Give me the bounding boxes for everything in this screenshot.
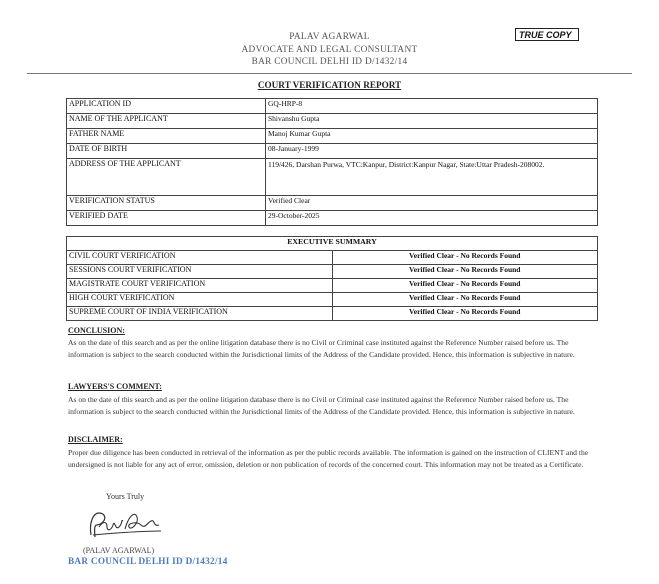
table-row xyxy=(67,159,598,196)
header-divider xyxy=(27,73,632,74)
table-row xyxy=(67,144,598,159)
yours-truly: Yours Truly xyxy=(106,492,145,501)
summary-court-status: Verified Clear - No Records Found xyxy=(332,307,598,321)
summary-court-label: MAGISTRATE COURT VERIFICATION xyxy=(67,279,333,293)
verified-date-value: 29-October-2025 xyxy=(266,211,598,226)
father-name-value: Manoj Kumar Gupta xyxy=(266,129,598,144)
verification-status-label: VERIFICATION STATUS xyxy=(67,196,266,211)
summary-court-label: HIGH COURT VERIFICATION xyxy=(67,293,333,307)
report-title: COURT VERIFICATION REPORT xyxy=(257,80,402,90)
table-row xyxy=(67,237,598,251)
signature-image xyxy=(85,505,165,543)
table-row xyxy=(67,211,598,226)
applicant-name-label: NAME OF THE APPLICANT xyxy=(67,114,266,129)
summary-court-status: Verified Clear - No Records Found xyxy=(332,293,598,307)
address-label: ADDRESS OF THE APPLICANT xyxy=(67,159,266,196)
advocate-designation: ADVOCATE AND LEGAL CONSULTANT xyxy=(241,44,418,55)
lawyers-comment-heading: LAWYERS'S COMMENT: xyxy=(68,382,162,391)
applicant-name-value: Shivanshu Gupta xyxy=(266,114,598,129)
conclusion-heading: CONCLUSION: xyxy=(68,326,125,335)
table-row xyxy=(67,114,598,129)
table-row xyxy=(67,129,598,144)
address-value: 119/426, Darshan Purwa, VTC:Kanpur, District:Kanpur Nagar, State:Uttar Pradesh-208002. xyxy=(266,159,598,196)
summary-court-status: Verified Clear - No Records Found xyxy=(332,251,598,265)
application-id-value: GQ-HRP-8 xyxy=(266,99,598,114)
signatory-name: (PALAV AGARWAL) xyxy=(83,546,155,555)
dob-label: DATE OF BIRTH xyxy=(67,144,266,159)
father-name-label: FATHER NAME xyxy=(67,129,266,144)
disclaimer-heading: DISCLAIMER: xyxy=(68,435,123,444)
signatory-bar-id: BAR COUNCIL DELHI ID D/1432/14 xyxy=(68,556,228,566)
table-row xyxy=(67,196,598,211)
summary-court-label: CIVIL COURT VERIFICATION xyxy=(67,251,333,265)
advocate-name: PALAV AGARWAL xyxy=(289,32,370,42)
application-id-label: APPLICATION ID xyxy=(67,99,266,114)
verification-status-value: Verified Clear xyxy=(266,196,598,211)
executive-summary-title: EXECUTIVE SUMMARY xyxy=(67,237,598,251)
table-row xyxy=(67,99,598,114)
table-row xyxy=(67,251,598,265)
applicant-details-table xyxy=(66,98,598,226)
table-row xyxy=(67,279,598,293)
advocate-bar-id: BAR COUNCIL DELHI ID D/1432/14 xyxy=(251,57,408,67)
conclusion-text: As on the date of this search and as per the online litigation database there is no Civil or Criminal case instituted against the Reference Number raised before us. The information is subject to the search conducted within the Jurisdictional limits of the Address of the Candidate provided. Hence, this information is subjective in nature. xyxy=(68,338,575,359)
summary-court-label: SUPREME COURT OF INDIA VERIFICATION xyxy=(67,307,333,321)
true-copy-stamp: TRUE COPY xyxy=(515,28,579,41)
summary-court-label: SESSIONS COURT VERIFICATION xyxy=(67,265,333,279)
table-row xyxy=(67,307,598,321)
disclaimer-text: Proper due diligence has been conducted in retrieval of the information as per the public records available. The information is gained on the instruction of CLIENT and the undersigned is not liable for any act of error, omission, deletion or non publication of records of the concerned court. This information may not be treated as a Certificate. xyxy=(68,448,589,469)
executive-summary-table xyxy=(66,236,598,321)
summary-court-status: Verified Clear - No Records Found xyxy=(332,265,598,279)
dob-value: 08-January-1999 xyxy=(266,144,598,159)
verified-date-label: VERIFIED DATE xyxy=(67,211,266,226)
summary-court-status: Verified Clear - No Records Found xyxy=(332,279,598,293)
table-row xyxy=(67,265,598,279)
table-row xyxy=(67,293,598,307)
lawyers-comment-text: As on the date of this search and as per the online litigation database there is no Civil or Criminal case instituted against the Reference Number raised before us. The information is subject to the search conducted within the Jurisdictional limits of the Address of the Candidate provided. Hence, this information is subjective in nature. xyxy=(68,395,575,416)
